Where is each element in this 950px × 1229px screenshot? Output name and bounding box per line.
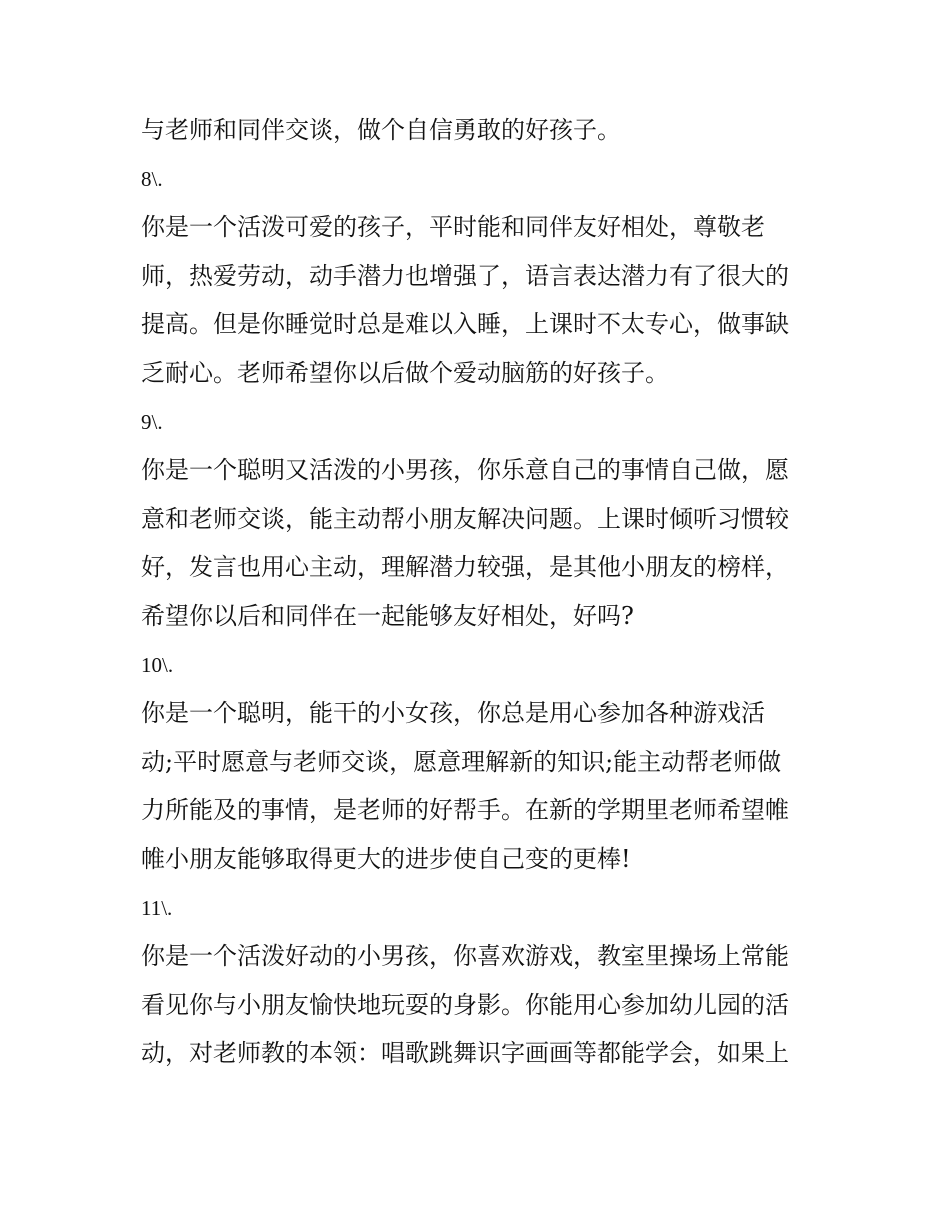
text-line: 意和老师交谈，能主动帮小朋友解决问题。上课时倾听习惯较 [141, 504, 789, 533]
text-line: 看见你与小朋友愉快地玩耍的身影。你能用心参加幼儿园的活 [141, 990, 789, 1019]
text-line: 你是一个活泼可爱的孩子，平时能和同伴友好相处，尊敬老 [141, 213, 765, 242]
text-line: 你是一个聪明又活泼的小男孩，你乐意自己的事情自己做，愿 [141, 456, 789, 485]
item-number: 9\. [141, 409, 163, 434]
text-line: 你是一个活泼好动的小男孩，你喜欢游戏，教室里操场上常能 [141, 942, 789, 971]
text-line: 好，发言也用心主动，理解潜力较强，是其他小朋友的榜样， [141, 553, 789, 582]
text-line: 力所能及的事情，是老师的好帮手。在新的学期里老师希望帷 [141, 796, 789, 825]
item-number: 8\. [141, 166, 163, 191]
text-line: 希望你以后和同伴在一起能够友好相处，好吗? [141, 601, 634, 630]
text-line: 帷小朋友能够取得更大的进步使自己变的更棒! [141, 844, 631, 873]
text-line: 动，对老师教的本领：唱歌跳舞识字画画等都能学会，如果上 [141, 1039, 789, 1068]
item-number: 10\. [141, 652, 174, 677]
text-line: 你是一个聪明，能干的小女孩，你总是用心参加各种游戏活 [141, 699, 765, 728]
text-line: 乏耐心。老师希望你以后做个爱动脑筋的好孩子。 [141, 358, 669, 387]
text-line: 师，热爱劳动，动手潜力也增强了，语言表达潜力有了很大的 [141, 261, 789, 290]
text-line: 提高。但是你睡觉时总是难以入睡，上课时不太专心，做事缺 [141, 310, 789, 339]
document-page [141, 106, 821, 1078]
text-line: 与老师和同伴交谈，做个自信勇敢的好孩子。 [141, 116, 621, 144]
text-line: 动;平时愿意与老师交谈，愿意理解新的知识;能主动帮老师做 [141, 747, 782, 776]
item-number: 11\. [141, 895, 173, 920]
